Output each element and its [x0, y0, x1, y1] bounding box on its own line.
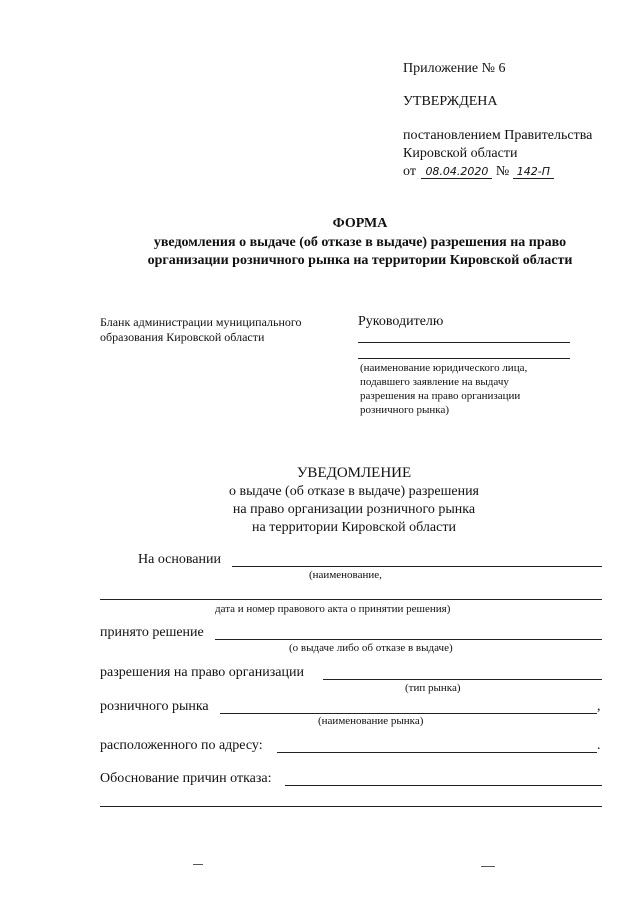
- refusal-label: Обоснование причин отказа:: [100, 771, 272, 786]
- handwritten-date: 08.04.2020: [421, 165, 492, 179]
- notice-line-1: о выдаче (об отказе в выдаче) разрешения: [228, 484, 479, 499]
- recipient-hint-4: розничного рынка): [360, 404, 450, 416]
- recipient-hint-3: разрешения на право организации: [360, 390, 521, 402]
- decision-label: принято решение: [100, 625, 204, 640]
- decision-line: [215, 639, 602, 640]
- address-suffix: .: [597, 738, 601, 753]
- approved-stamp: УТВЕРЖДЕНА: [403, 94, 498, 109]
- refusal-line: [285, 785, 602, 786]
- permission-line: [323, 679, 602, 680]
- basis-line-2: [100, 599, 602, 600]
- market-label: розничного рынка: [100, 699, 209, 714]
- form-heading: ФОРМА: [332, 216, 388, 231]
- permission-label: разрешения на право организации: [100, 665, 304, 680]
- handwritten-number: 142-П: [513, 165, 554, 179]
- date-prefix: от: [403, 164, 416, 179]
- number-prefix: №: [495, 164, 510, 179]
- recipient-hint-1: (наименование юридического лица,: [360, 362, 528, 374]
- permission-hint: (тип рынка): [405, 682, 461, 694]
- decision-hint: (о выдаче либо об отказе в выдаче): [289, 642, 453, 654]
- basis-line: [232, 566, 602, 567]
- market-line: [220, 713, 597, 714]
- basis-label: На основании: [138, 552, 221, 567]
- market-suffix: ,: [597, 699, 601, 714]
- notice-line-2: на право организации розничного рынка: [232, 502, 476, 517]
- annex-number: Приложение № 6: [403, 61, 506, 76]
- recipient-label: Руководителю: [358, 314, 444, 329]
- decree-line-2: Кировской области: [403, 146, 518, 161]
- form-title-line-1: уведомления о выдаче (об отказе в выдаче) разрешения на право: [153, 235, 567, 250]
- market-hint: (наименование рынка): [318, 715, 424, 727]
- decree-date-line: [403, 164, 554, 180]
- recipient-hint-2: подавшего заявление на выдачу: [360, 376, 509, 388]
- form-title-line-2: организации розничного рынка на территории Кировской области: [147, 253, 573, 268]
- basis-hint-2: дата и номер правового акта о принятии решения): [215, 603, 451, 615]
- blank-line-1: Бланк администрации муниципального: [100, 315, 302, 329]
- address-line: [277, 752, 597, 753]
- basis-hint: (наименование,: [309, 569, 382, 581]
- recipient-line-1: [358, 342, 570, 343]
- address-label: расположенного по адресу:: [100, 738, 263, 753]
- decree-line-1: постановлением Правительства: [403, 128, 593, 143]
- blank-line-2: образования Кировской области: [100, 330, 265, 344]
- scan-speck-left: [193, 864, 203, 865]
- refusal-line-2: [100, 806, 602, 807]
- notice-heading: УВЕДОМЛЕНИЕ: [296, 465, 412, 481]
- scan-speck-right: [481, 866, 495, 867]
- recipient-line-2: [358, 358, 570, 359]
- notice-line-3: на территории Кировской области: [252, 520, 456, 535]
